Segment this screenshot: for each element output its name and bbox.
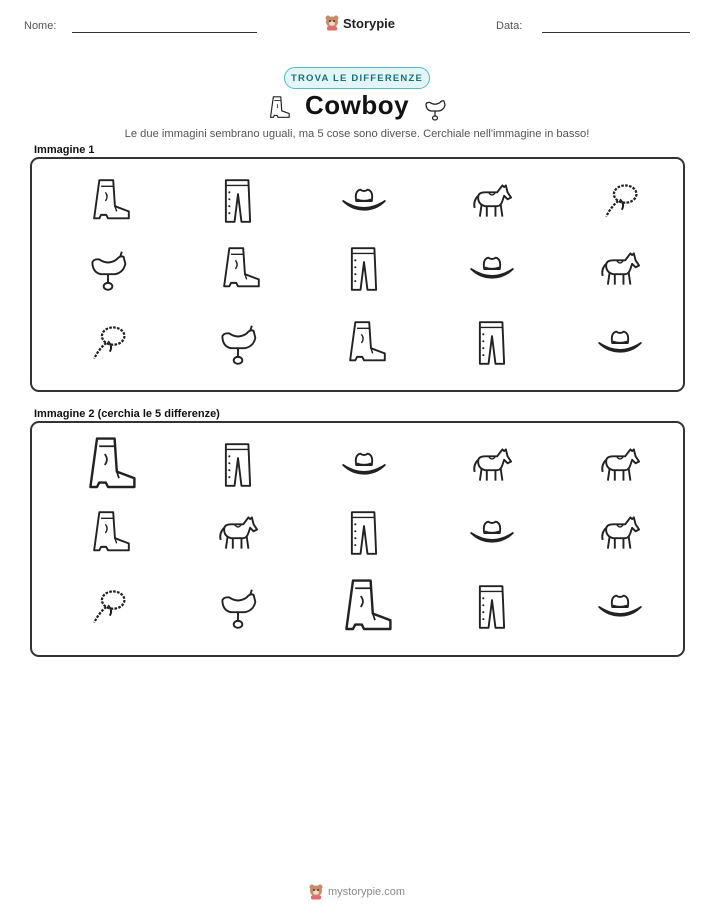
image-1-hat-item [338,175,390,227]
saddle-icon [82,243,134,295]
horse-icon [466,175,518,227]
date-line[interactable] [542,32,690,33]
rope-icon [594,175,646,227]
image-2-panel[interactable] [30,421,685,657]
image-2-pants-item[interactable] [212,439,264,491]
image-2-boot-item[interactable] [75,432,141,498]
image-2-boot-item[interactable] [82,507,134,559]
horse-icon [212,507,264,559]
pants-icon [466,581,518,633]
image-2-hat-item[interactable] [338,439,390,491]
boot-icon [331,574,397,640]
boot-icon [82,175,134,227]
hat-icon [338,439,390,491]
panel-1-label: Immagine 1 [34,144,95,156]
saddle-icon [420,93,450,123]
image-2-boot-item[interactable] [331,574,397,640]
rope-icon [82,317,134,369]
image-1-panel [30,157,685,392]
image-2-rope-item[interactable] [82,581,134,633]
image-1-pants-item [338,243,390,295]
boot-icon [212,243,264,295]
bear-logo-icon [309,884,323,900]
pants-icon [212,175,264,227]
hat-icon [594,317,646,369]
brand-logo [325,12,395,34]
image-2-hat-item[interactable] [466,507,518,559]
hat-icon [594,581,646,633]
hat-icon [466,507,518,559]
horse-icon [594,439,646,491]
horse-icon [594,507,646,559]
panel-2-label: Immagine 2 (cerchia le 5 differenze) [34,408,220,420]
date-label: Data: [496,20,523,32]
name-label: Nome: [24,20,57,32]
image-2-horse-item[interactable] [212,507,264,559]
image-1-boot-item [338,317,390,369]
image-1-boot-item [212,243,264,295]
image-1-pants-item [212,175,264,227]
saddle-icon [212,581,264,633]
image-1-boot-item [82,175,134,227]
pants-icon [466,317,518,369]
image-2-horse-item[interactable] [594,439,646,491]
boot-icon [82,507,134,559]
image-1-rope-item [82,317,134,369]
boot-icon [338,317,390,369]
image-1-pants-item [466,317,518,369]
footer-url: mystorypie.com [327,886,406,898]
pants-icon [212,439,264,491]
page-title: Cowboy [304,90,410,120]
rope-icon [82,581,134,633]
image-1-horse-item [466,175,518,227]
pants-icon [338,507,390,559]
brand-name: Storypie [343,15,396,31]
image-1-hat-item [466,243,518,295]
image-2-pants-item[interactable] [338,507,390,559]
image-1-saddle-item [212,317,264,369]
hat-icon [338,175,390,227]
name-line[interactable] [72,32,257,33]
image-2-saddle-item[interactable] [212,581,264,633]
image-1-hat-item [594,317,646,369]
bear-logo-icon [325,15,339,31]
horse-icon [466,439,518,491]
image-2-pants-item[interactable] [466,581,518,633]
image-1-saddle-item [82,243,134,295]
horse-icon [594,243,646,295]
image-2-hat-item[interactable] [594,581,646,633]
instructions-text: Le due immagini sembrano uguali, ma 5 cose sono diverse. Cerchiale nell'immagine in basso! [124,128,590,140]
pants-icon [338,243,390,295]
hat-icon [466,243,518,295]
footer [0,884,714,900]
boot-icon [75,432,141,498]
saddle-icon [212,317,264,369]
image-2-horse-item[interactable] [594,507,646,559]
image-1-rope-item [594,175,646,227]
activity-badge: TROVA LE DIFFERENZE [284,67,430,89]
image-1-horse-item [594,243,646,295]
image-2-horse-item[interactable] [466,439,518,491]
